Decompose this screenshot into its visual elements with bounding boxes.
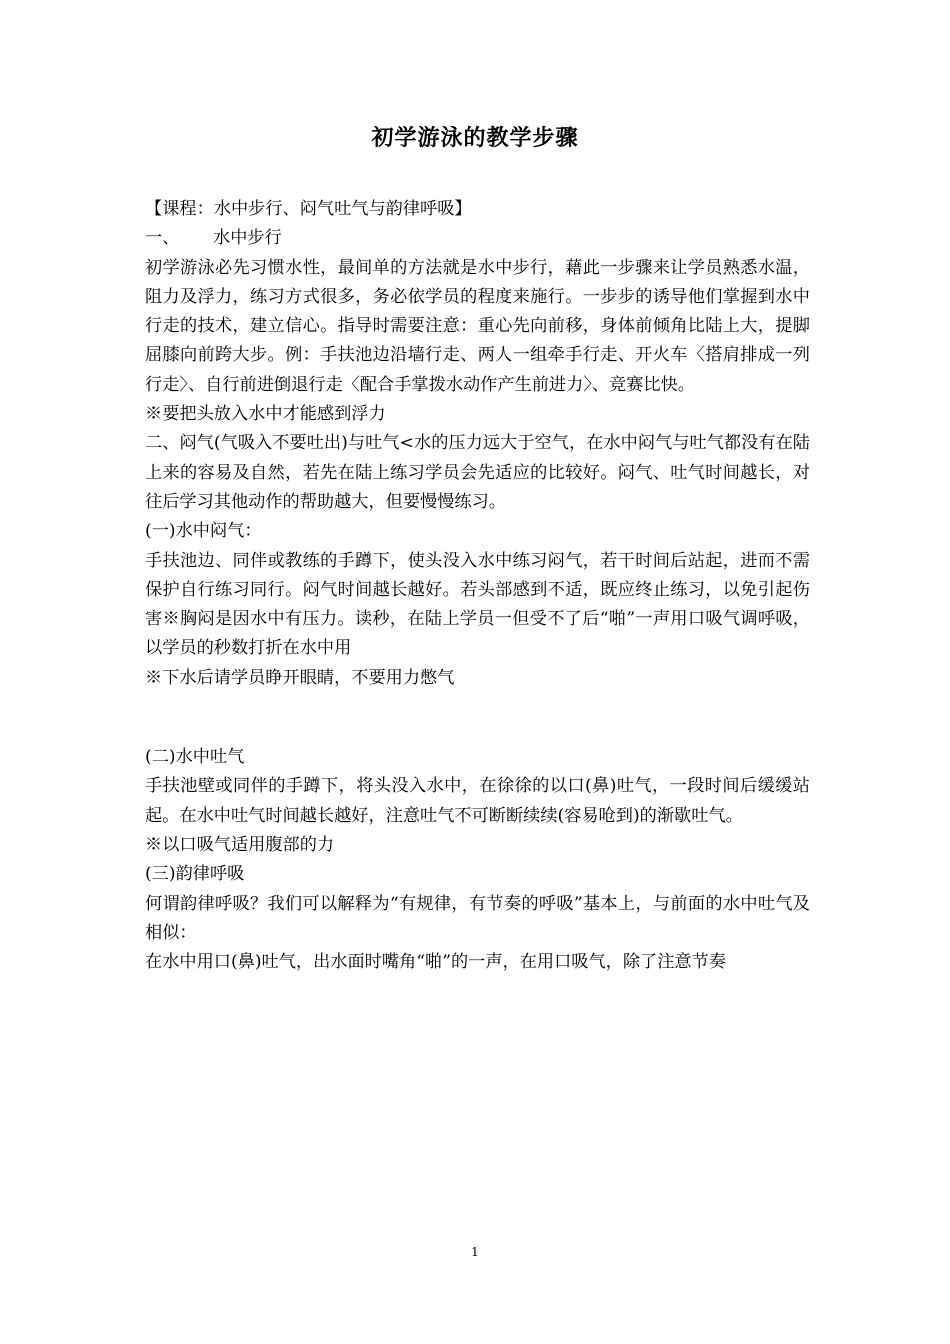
section-1-title: 水中步行	[213, 228, 282, 249]
page-number: 1	[471, 1245, 479, 1259]
blank-line	[145, 693, 810, 743]
subsection-3-paragraph-1: 何谓韵律呼吸？我们可以解释为“有规律，有节奏的呼吸”基本上，与前面的水中吐气及相似：	[145, 893, 810, 943]
section-1-paragraph: 初学游泳必先习惯水性，最间单的方法就是水中步行，藉此一步骤来让学员熟悉水温，阻力及浮力，练习方式很多，务必依学员的程度来施行。一步步的诱导他们掌握到水中行走的技术，建立信心。指导时需要注意：重心先向前移，身体前倾角比陆上大，提脚屈膝向前跨大步。例：手扶池边沿墙行走、两人一组牵手行走、开火车〈搭肩排成一列行走〉、自行前进倒退行走〈配合手掌拨水动作产生前进力〉、竞赛比快。	[145, 257, 810, 395]
document-title: 初学游泳的教学步骤	[371, 125, 579, 151]
course-line: 【课程：水中步行、闷气吐气与韵律呼吸】	[145, 199, 472, 219]
subsection-3-heading: (三)韵律呼吸	[145, 864, 245, 885]
subsection-2-heading: (二)水中吐气	[145, 747, 245, 768]
subsection-2-note: ※以口吸气适用腹部的力	[145, 834, 335, 855]
subsection-3-paragraph-2: 在水中用口(鼻)吐气，出水面时嘴角“啪”的一声，在用口吸气，除了注意节奏	[145, 952, 726, 973]
section-2-paragraph: 二、闷气(气吸入不要吐出)与吐气<水的压力远大于空气，在水中闷气与吐气都没有在陆上来的容易及自然，若先在陆上练习学员会先适应的比较好。闷气、吐气时间越长，对往后学习其他动作的帮助越大，但要慢慢练习。	[145, 433, 810, 512]
section-1-heading	[145, 224, 810, 253]
document-body	[145, 195, 810, 977]
subsection-1-note: ※下水后请学员睁开眼睛，不要用力憋气	[145, 667, 455, 688]
section-1-number: 一、	[145, 228, 180, 249]
subsection-1-heading: (一)水中闷气：	[145, 521, 262, 542]
section-1-note: ※要把头放入水中才能感到浮力	[145, 404, 386, 425]
subsection-2-paragraph: 手扶池壁或同伴的手蹲下，将头没入水中，在徐徐的以口(鼻)吐气，一段时间后缓缓站起。在水中吐气时间越长越好，注意吐气不可断断续续(容易呛到)的渐歇吐气。	[145, 776, 810, 826]
subsection-1-paragraph: 手扶池边、同伴或教练的手蹲下，使头没入水中练习闷气，若干时间后站起，进而不需保护自行练习同行。闷气时间越长越好。若头部感到不适，既应终止练习，以免引起伤害※胸闷是因水中有压力。读秒，在陆上学员一但受不了后“啪”一声用口吸气调呼吸，以学员的秒数打折在水中用	[145, 550, 810, 659]
